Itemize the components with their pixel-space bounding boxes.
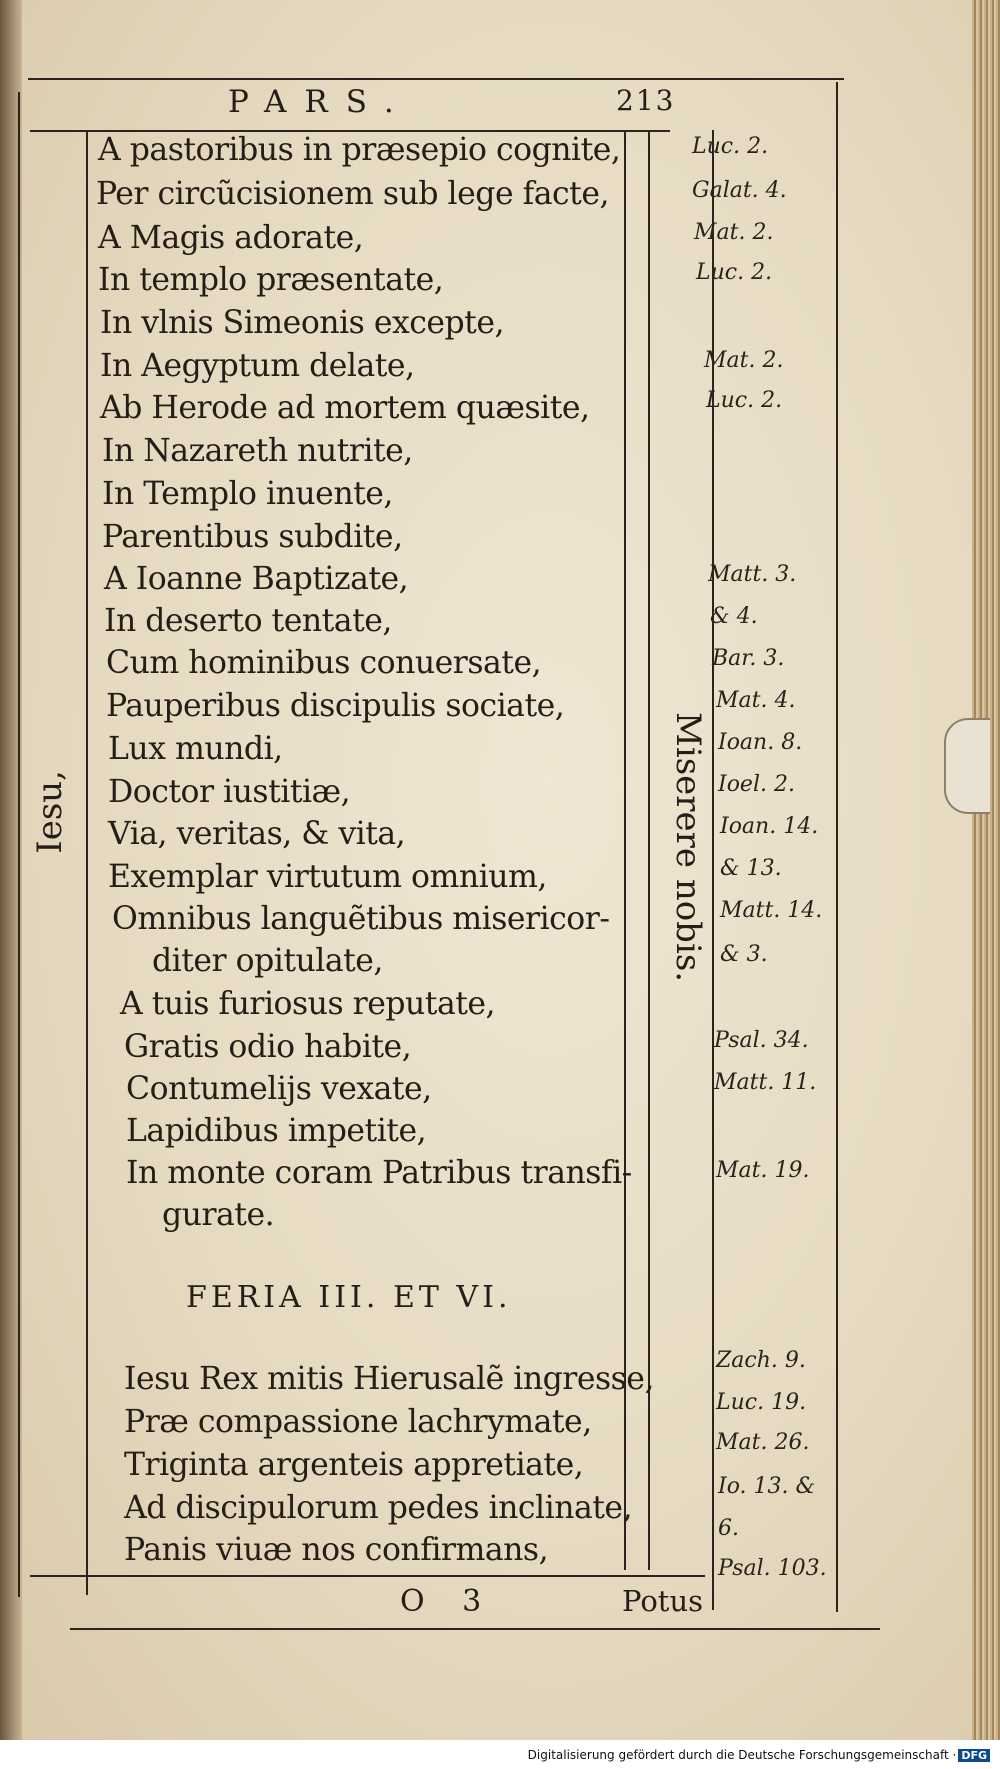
page-number: 213 [616, 84, 676, 117]
litany-line: Ad discipulorum pedes inclinate, [124, 1490, 633, 1526]
scripture-reference: Mat. 2. [704, 348, 784, 373]
digitization-note [528, 1748, 990, 1762]
litany-line: Præ compassione lachrymate, [124, 1404, 592, 1440]
litany-line: Gratis odio habite, [124, 1029, 412, 1065]
bottom-rule [30, 1575, 705, 1577]
page-edges [972, 0, 1000, 1740]
right-frame-rule [836, 82, 838, 1612]
scripture-reference: Luc. 2. [706, 388, 783, 413]
litany-line: In templo præsentate, [98, 262, 444, 298]
scripture-reference: Bar. 3. [712, 646, 785, 671]
scripture-reference: Psal. 103. [718, 1556, 827, 1581]
litany-line: In Aegyptum delate, [100, 348, 415, 384]
top-rule [28, 78, 844, 80]
litany-line: Iesu Rex mitis Hierusalẽ ingresse, [124, 1361, 654, 1397]
litany-line: Via, veritas, & vita, [108, 816, 406, 852]
scripture-reference: Matt. 11. [714, 1070, 817, 1095]
bookmark-tab [944, 718, 990, 814]
litany-line: Ab Herode ad mortem quæsite, [100, 390, 590, 426]
litany-line: Omnibus languẽtibus misericor- [112, 901, 610, 937]
running-head: PARS. [228, 84, 412, 120]
litany-line: Parentibus subdite, [102, 519, 403, 555]
scripture-reference: Luc. 19. [716, 1390, 807, 1415]
litany-line: Cum hominibus conuersate, [106, 645, 542, 681]
litany-line: diter opitulate, [152, 943, 383, 979]
scripture-reference: Mat. 26. [716, 1430, 810, 1455]
litany-line: Doctor iustitiæ, [108, 774, 351, 810]
catchword: Potus [622, 1584, 704, 1618]
scripture-reference: Galat. 4. [692, 178, 787, 203]
scripture-reference: Mat. 19. [716, 1158, 810, 1183]
litany-line: A tuis furiosus reputate, [120, 986, 496, 1022]
scripture-reference: Luc. 2. [696, 260, 773, 285]
litany-line: In vlnis Simeonis excepte, [100, 305, 504, 341]
scripture-reference: & 3. [720, 942, 768, 967]
side-label-iesu: Iesu, [30, 770, 70, 854]
side-label-miserere: Miserere nobis. [668, 712, 708, 983]
litany-line: Exemplar virtutum omnium, [108, 859, 547, 895]
litany-line: Panis viuæ nos confirmans, [124, 1532, 549, 1568]
litany-line: gurate. [162, 1197, 275, 1233]
lower-frame-rule [70, 1628, 880, 1630]
scripture-reference: Luc. 2. [692, 134, 769, 159]
litany-line: Lux mundi, [108, 731, 283, 767]
litany-line: A pastoribus in præsepio cognite, [98, 132, 621, 168]
scripture-reference: Mat. 4. [716, 688, 796, 713]
digitization-note-text: Digitalisierung gefördert durch die Deutsche Forschungsgemeinschaft · [527, 1748, 957, 1762]
left-frame-rule [18, 92, 20, 1597]
litany-line: A Ioanne Baptizate, [104, 561, 409, 597]
scripture-reference: Ioan. 8. [718, 730, 803, 755]
section-heading: FERIA III. ET VI. [186, 1280, 512, 1315]
scripture-reference: & 4. [710, 604, 758, 629]
scripture-reference: Ioel. 2. [718, 772, 795, 797]
scripture-reference: Matt. 3. [708, 562, 797, 587]
scripture-reference: Zach. 9. [716, 1348, 806, 1373]
litany-line: Contumelijs vexate, [126, 1071, 432, 1107]
litany-line: In monte coram Patribus transfi- [126, 1155, 632, 1191]
dfg-logo: DFG [958, 1749, 990, 1762]
scripture-reference: Ioan. 14. [720, 814, 819, 839]
litany-line: In deserto tentate, [104, 603, 392, 639]
litany-line: In Templo inuente, [102, 476, 393, 512]
scripture-reference: Matt. 14. [720, 898, 823, 923]
litany-line: Triginta argenteis appretiate, [124, 1447, 584, 1483]
scripture-reference: Psal. 34. [714, 1028, 809, 1053]
scripture-reference: Io. 13. & [718, 1474, 816, 1499]
scripture-reference: & 13. [720, 856, 782, 881]
litany-line: Lapidibus impetite, [126, 1113, 427, 1149]
signature-mark: O 3 [400, 1584, 496, 1619]
inner-brace-rule [648, 130, 650, 1570]
litany-line: In Nazareth nutrite, [102, 433, 413, 469]
litany-line: A Magis adorate, [98, 220, 364, 256]
scripture-reference: 6. [718, 1516, 739, 1541]
left-brace-rule [86, 130, 88, 1595]
litany-line: Per circũcisionem sub lege facte, [96, 176, 609, 212]
scripture-reference: Mat. 2. [694, 220, 774, 245]
litany-line: Pauperibus discipulis sociate, [106, 688, 565, 724]
text-column-right-rule [624, 130, 626, 1570]
